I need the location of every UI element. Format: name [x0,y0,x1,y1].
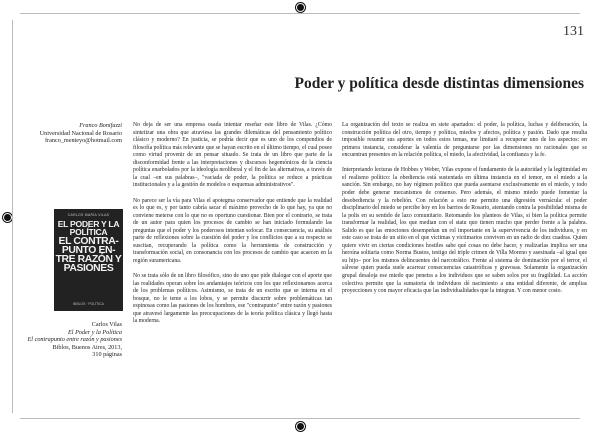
cover-publisher: BIBLOS · POLÍTICA [73,302,104,306]
reviewer-block [20,122,122,145]
reviewer-email: franco_menteyo@hotmail.com [44,137,122,145]
cover-title-bottom: EL CONTRA-PUNTO EN-TRE RAZÓN Y PASIONES [55,236,122,274]
paragraph: No deja de ser una empresa osada intentar reseñar este libro de Vilas. ¿Cómo sintetizar una obra que atraviesa las grandes dilemáticas del pensamiento político clásico y moderno? En justicia, se podría decir que es uno de los compendios de filosofía política más relevante que se hayan escrito en el último tiempo, el cual posee como virtud provenir de un pensar situado. Se trata de un libro que parte de la disconformidad frente a las interpretaciones y discursos hegemónicos de la ciencia política enarbolados por la ideología neoliberal y el fin de las alternativas, a través de la cual –en sus palabras–, "vaciada de poder, la política se reduce a prácticas institucionales y a la gestión de modelos o esquemas administrativos". [133,122,332,189]
paragraph: Interpretando lecturas de Hobbes y Weber, Vilas expone el fundamento de la autoridad y la legitimidad en el realismo político: la obediencia está sustentada en última instancia en el temor, en el miedo a la sanción. Sin embargo, no hay régimen político que pueda asentarse exclusivamente en el miedo, y todo poder debe generar mecanismos de consenso. Pero además, el mismo miedo puede fomentar la desobediencia y la rebelión. Con relación a esto me permito una digresión vernácula: el poder disciplinario del miedo se percibe hoy en los barrios de Rosario, atentando contra la posibilidad misma de la polis en su sentido de lazo comunitario. Retomando los planteos de Vilas, si bien la política permite transformar la realidad, los que median con el statu quo tienen mucho que perder frente a la palabra. Salido es que las emociones desempeñan un rol importante en la supervivencia de los individuos, y en este caso se trata de un sitio en el que víctimas y victimarios conviven en un radio de diez cuadras. Quien quiere vivir en ciertas condiciones hostiles sabe qué cosas no debe hacer, y realizarlas implica ser una heroína solitaria como Norma Bustos, testigo del triple crimen de Villa Moreno y asesinada –al igual que su hijo– por los mismos delincuentes del narcotráfico. Frente al sistema de dominación por el terror, el sálvese quien pueda suele acarrear consecuencias catastróficas y gravosas. Solamente la organización grupal desaloja ese miedo que penetra a los individuos que se saben solos por su fragilidad. La acción colectiva permite que la sumatoria de individuos dé nacimiento a una entidad diferente, de amplias proyecciones y con mayor eficacia que las individualidades que la integran. Y con menor costo. [342,167,587,295]
cover-title-top: EL PODER Y LA POLÍTICA [57,219,120,237]
page-number: 131 [563,24,584,39]
text-column-1 [133,122,332,333]
crop-line-left [12,20,13,413]
reviewer-affiliation: Universidad Nacional de Rosario [39,129,122,137]
book-author: Carlos Vilas [91,321,122,328]
crop-line-bottom [20,418,580,419]
text-column-2 [342,122,587,303]
paragraph: No parece ser la vía para Vilas el apotegma conservador que entiende que la realidad es lo que es, y por tanto cabría sacar el máximo provecho de lo que hay, ya que no conviene meterse con lo que no es oportuno cuestionar. Bien por el contrario, se trata de un autor para quien los procesos de cambio se han iniciado formulando las preguntas que el poder y los poderosos intentan sofocar. En consecuencia, su análisis parte de reflexiones sobre la cuestión del poder y los conflictos que a su respecto se suscitan, recuperando la política como la herramienta de construcción y transformación social, en consonancia con los procesos de cambio que acaecen en la región suramericana. [133,197,332,264]
reviewer-name: Franco Bonifazzi [79,122,122,129]
cover-author: CARLOS MARÍA VILAS [67,213,110,217]
book-info-block [20,321,122,359]
paragraph: La organización del texto se realiza en siete apartados: el poder, la política, luchas y deliberación, la construcción política del otro, tiempo y política, miedos y afectos, política y pasión. Dado que resulta imposible resumir sus aportes en todos estos temas, me limitaré a recuperar uno de los aspectos: en primera instancia, considerar la valentía de preguntarse por las dimensiones no racionales que se encuentran presentes en la relación política, el miedo, la afectividad, la confianza y la fe. [342,122,587,159]
crop-line-top [20,13,580,14]
page-title: Poder y política desde distintas dimensiones [294,75,584,92]
registration-mark-bottom [296,422,305,431]
book-publication: Biblos, Buenos Aires, 2013, [52,343,122,351]
book-title: El Poder y la Política [68,328,122,336]
registration-mark-left [3,213,12,222]
book-pages: 310 páginas [92,351,122,359]
paragraph: No se trata sólo de un libro filosófico, sino de uno que pide dialogar con el aporte que las realidades operan sobre los andamiajes teóricos con los que reflexionamos acerca de los problemas políticos. Asimismo, se trata de un escrito que se interna en el bosque, no le teme a los lobos, y se permite discurrir sobre problemáticas tan espinosas como las pasiones de los hombres, ese "contrapunto" entre razón y pasiones que atravesó largamente las preocupaciones de la teoría política clásica y llegó hasta la moderna. [133,273,332,325]
registration-mark-top [296,3,305,12]
book-cover-image [54,209,123,311]
book-subtitle: El contrapunto entre razón y pasiones [27,336,122,344]
